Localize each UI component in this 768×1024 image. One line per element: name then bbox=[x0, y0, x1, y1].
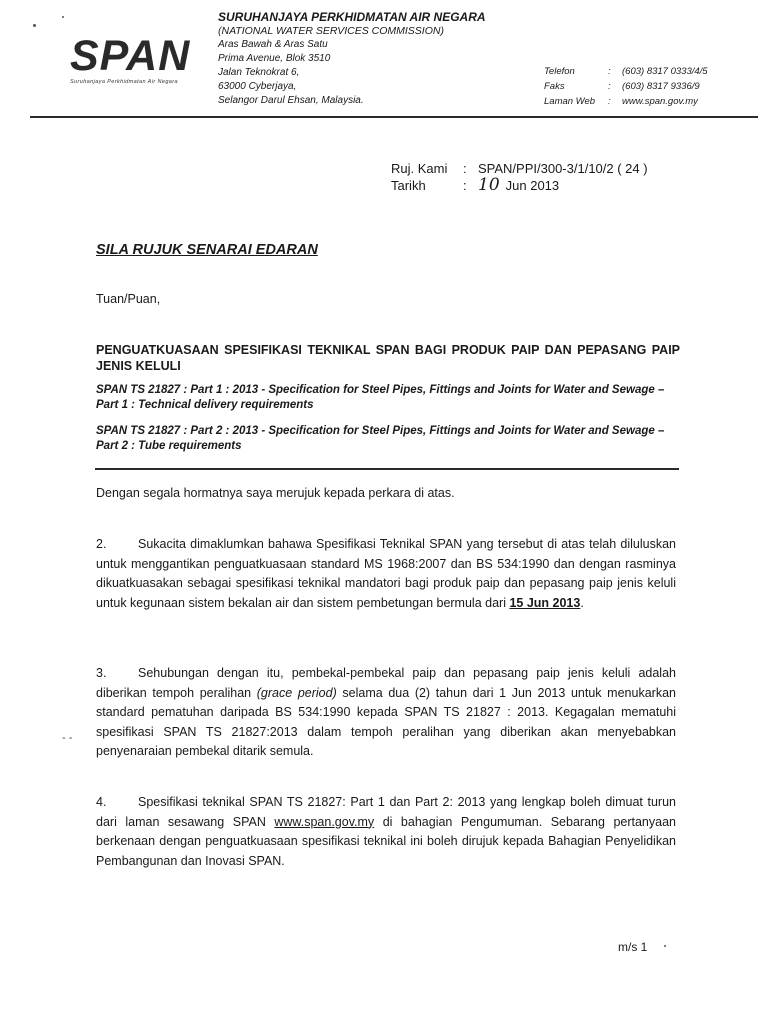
paragraph-text: selama dua (2) tahun dari 1 Jun 2013 untuk menukarkan standard pematuhan daripada BS 534:1990 kepada SPAN TS 21827 : 2013. Kegagalan mematuhi spesifikasi SPAN TS 21827:2013 dalam tempoh peralihan yang diberikan akan menyebabkan penyenaraian pembekal ditarik semula. bbox=[96, 685, 676, 758]
reference-separator: : bbox=[463, 161, 467, 176]
contact-separator: : bbox=[608, 96, 611, 107]
paragraph-2 bbox=[96, 535, 676, 613]
contact-label: Faks bbox=[544, 81, 565, 92]
address-line: Selangor Darul Ehsan, Malaysia. bbox=[218, 95, 364, 106]
reference-block bbox=[391, 160, 648, 194]
scan-speck bbox=[62, 16, 64, 18]
contact-website bbox=[544, 94, 708, 109]
date-separator: : bbox=[463, 178, 467, 193]
margin-mark: - - bbox=[62, 732, 73, 744]
circular-heading: SILA RUJUK SENARAI EDARAN bbox=[96, 242, 318, 258]
address-line: Jalan Teknokrat 6, bbox=[218, 67, 300, 78]
scan-speck bbox=[664, 945, 666, 947]
paragraph-end: . bbox=[580, 595, 584, 610]
intro-paragraph: Dengan segala hormatnya saya merujuk kepada perkara di atas. bbox=[96, 486, 455, 500]
date-row bbox=[391, 177, 648, 194]
paragraph-text: di bahagian Pengumuman. Sebarang pertanyaan berkenaan dengan penguatkuasaan spesifikasi teknikal ini boleh dirujuk kepada Bahagian Penyelidikan Pembangunan dan Inovasi SPAN. bbox=[96, 814, 676, 868]
paragraph-number: 3. bbox=[96, 666, 107, 680]
contact-phone bbox=[544, 64, 708, 79]
address-line: Prima Avenue, Blok 3510 bbox=[218, 53, 331, 64]
letterhead-divider bbox=[30, 116, 758, 118]
page-marker: m/s 1 bbox=[618, 940, 648, 954]
subject-spec-part1: SPAN TS 21827 : Part 1 : 2013 - Specification for Steel Pipes, Fittings and Joints for Water and Sewage – Part 1 : Technical delivery requirements bbox=[96, 384, 665, 411]
scan-speck bbox=[33, 24, 36, 27]
paragraph-text: Sukacita dimaklumkan bahawa Spesifikasi Teknikal SPAN yang tersebut di atas telah diluluskan untuk menggantikan penguatkuasaan standard MS 1968:2007 dan BS 534:1990 dan dengan rasminya dikuatkuasakan sebagai spesifikasi teknikal mandatori bagi produk paip dan pepasang paip jenis keluli untuk kegunaan sistem bekalan air dan sistem pembetungan bermula dari bbox=[96, 537, 676, 610]
span-logo bbox=[70, 34, 205, 88]
paragraph-text: Sehubungan dengan itu, pembekal-pembekal paip dan pepasang paip jenis keluli adalah diberikan tempoh peralihan bbox=[96, 666, 676, 700]
date-label: Tarikh bbox=[391, 178, 426, 193]
paragraph-text: Spesifikasi teknikal SPAN TS 21827: Part 1 dan Part 2: 2013 yang lengkap boleh dimuat turun dari laman sesawang SPAN bbox=[96, 795, 676, 829]
address-line: 63000 Cyberjaya, bbox=[218, 81, 297, 92]
paragraph-4 bbox=[96, 793, 676, 871]
reference-row bbox=[391, 160, 648, 177]
contact-label: Laman Web bbox=[544, 96, 596, 107]
paragraph-number: 2. bbox=[96, 537, 107, 551]
logo-wordmark: SPAN bbox=[70, 32, 191, 80]
subject-title: PENGUATKUASAAN SPESIFIKASI TEKNIKAL SPAN BAGI PRODUK PAIP DAN PEPASANG PAIP JENIS KELULI bbox=[96, 343, 680, 373]
contact-value: (603) 8317 9336/9 bbox=[622, 81, 700, 92]
contact-label: Telefon bbox=[544, 66, 575, 77]
subject-divider bbox=[95, 468, 679, 470]
contact-separator: : bbox=[608, 81, 611, 92]
organization-block bbox=[218, 10, 486, 108]
org-name-english: (NATIONAL WATER SERVICES COMMISSION) bbox=[218, 25, 444, 37]
reference-value: SPAN/PPI/300-3/1/10/2 ( 24 ) bbox=[478, 161, 648, 176]
reference-label: Ruj. Kami bbox=[391, 161, 448, 176]
subject-spec-part2: SPAN TS 21827 : Part 2 : 2013 - Specification for Steel Pipes, Fittings and Joints for Water and Sewage – Part 2 : Tube requirements bbox=[96, 425, 665, 452]
handwritten-day: 10 bbox=[478, 175, 500, 195]
contact-value: www.span.gov.my bbox=[622, 96, 698, 107]
contact-value: (603) 8317 0333/4/5 bbox=[622, 66, 708, 77]
org-name: SURUHANJAYA PERKHIDMATAN AIR NEGARA bbox=[218, 10, 486, 24]
contact-fax bbox=[544, 79, 708, 94]
grace-period-term: (grace period) bbox=[256, 685, 337, 700]
paragraph-3 bbox=[96, 664, 676, 762]
contact-separator: : bbox=[608, 66, 611, 77]
address-line: Aras Bawah & Aras Satu bbox=[218, 39, 328, 50]
contact-block bbox=[544, 64, 708, 109]
paragraph-number: 4. bbox=[96, 795, 107, 809]
effective-date: 15 Jun 2013 bbox=[509, 595, 581, 610]
date-month-year: Jun 2013 bbox=[505, 178, 560, 193]
website-link[interactable]: www.span.gov.my bbox=[274, 814, 375, 829]
logo-tagline: Suruhanjaya Perkhidmatan Air Negara bbox=[70, 79, 178, 85]
salutation: Tuan/Puan, bbox=[96, 292, 161, 306]
